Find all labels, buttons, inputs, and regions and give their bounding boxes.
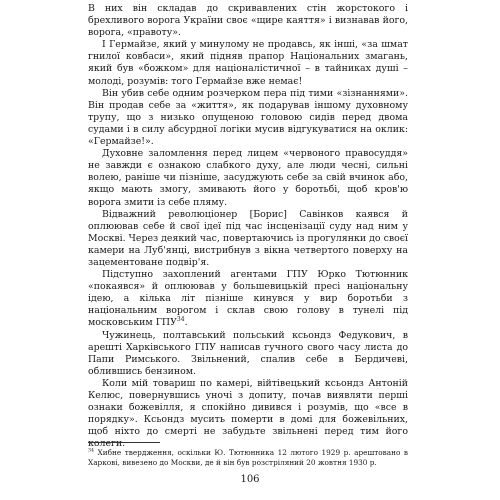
- footnote-number: 34: [88, 448, 95, 454]
- footnote-reference: 34: [176, 316, 185, 324]
- paragraph-7: Чужинець, полтавський польський ксьондз Федукович, в арешті Харківського ГПУ написав гучного свого часу листа до Папи Римського. Звільнений, спалив себе в Бердичеві, облившись бензином.: [88, 329, 408, 377]
- main-text: [88, 3, 408, 450]
- footnote-divider: [88, 442, 160, 443]
- paragraph-1: В них він складав до скривавлених стін жорстокого і брехливого ворога України своє «щире каяття» і визнавав його, ворога, «правоту».: [88, 3, 408, 39]
- footnote-entry: [88, 448, 408, 467]
- footnote: [88, 448, 408, 467]
- paragraph-8: Коли мій товариш по камері, війтівецький ксьондз Антоній Келюс, повернувшись уночі з допиту, почав виявляти перші ознаки божевілля, я спокійно дивився і розумів, що «все в порядку». Ксьондз мусить померти в домі для божевільних, щоб ніхто до смерті не забудьте звільнені перед тим його колеги.: [88, 377, 408, 450]
- footnote-text: Хибне твердження, оскільки Ю. Тютюнника 12 лютого 1929 р. арештовано в Харкові, вивезено до Москви, де й він був розстріляний 20 жовтня 1930 р.: [88, 448, 408, 467]
- paragraph-4: Духовне заломлення перед лицем «червоного правосуддя» не завжди є ознакою слабкого духу, але люди чесні, сильні волею, раніше чи пізніше, засуджують себе за свій вчинок або, якщо мають змогу, змивають його у боротьбі, щоб кров'ю ворога змити із себе пляму.: [88, 148, 408, 208]
- paragraph-6: Підступно захоплений агентами ГПУ Юрко Тютюнник «покаявся» й оплюював у большевицькій пресі національну ідею, а кілька літ пізніше кинувся у вир боротьби з національним ворогом і склав свою голову в тунелі під московським ГПУ$^{34}$.: [88, 269, 408, 329]
- paragraph-3: Він убив себе одним розчерком пера під тими «зізнаннями». Він продав себе за «життя», як подарував іншому духовному трупу, що з низько опущеною головою сидів перед двома судами і в силу абсурдної логіки мусив відгукуватися на оклик: «Гермайзе!».: [88, 87, 408, 148]
- page-number: 106: [240, 474, 260, 485]
- paragraph-2: І Гермайзе, який у минулому не продавсь, як інші, «за шмат гнилої ковбаси», який підняв прапор Національних змагань, який був «божком» для націоналістичної – в тайниках душі – молоді, розумів: того Гермайзе вже немає!: [88, 39, 408, 87]
- paragraph-6-text: Підступно захоплений агентами ГПУ Юрко Тютюнник «покаявся» й оплюював у большевицькій пресі національну ідею, а кілька літ пізніше кинувся у вир боротьби з національним ворогом і склав свою голову в тунелі під московським ГПУ: [88, 269, 408, 329]
- paragraph-5: Відважний революціонер [Борис] Савінков каявся й оплюював себе й свої ідеї під час інсценізації суду над ним у Москві. Через деякий час, повертаючись із прогулянки до своєї камери на Луб'янці, вистрибнув з вікна четвертого поверху на зацементоване подвір'я.: [88, 208, 408, 268]
